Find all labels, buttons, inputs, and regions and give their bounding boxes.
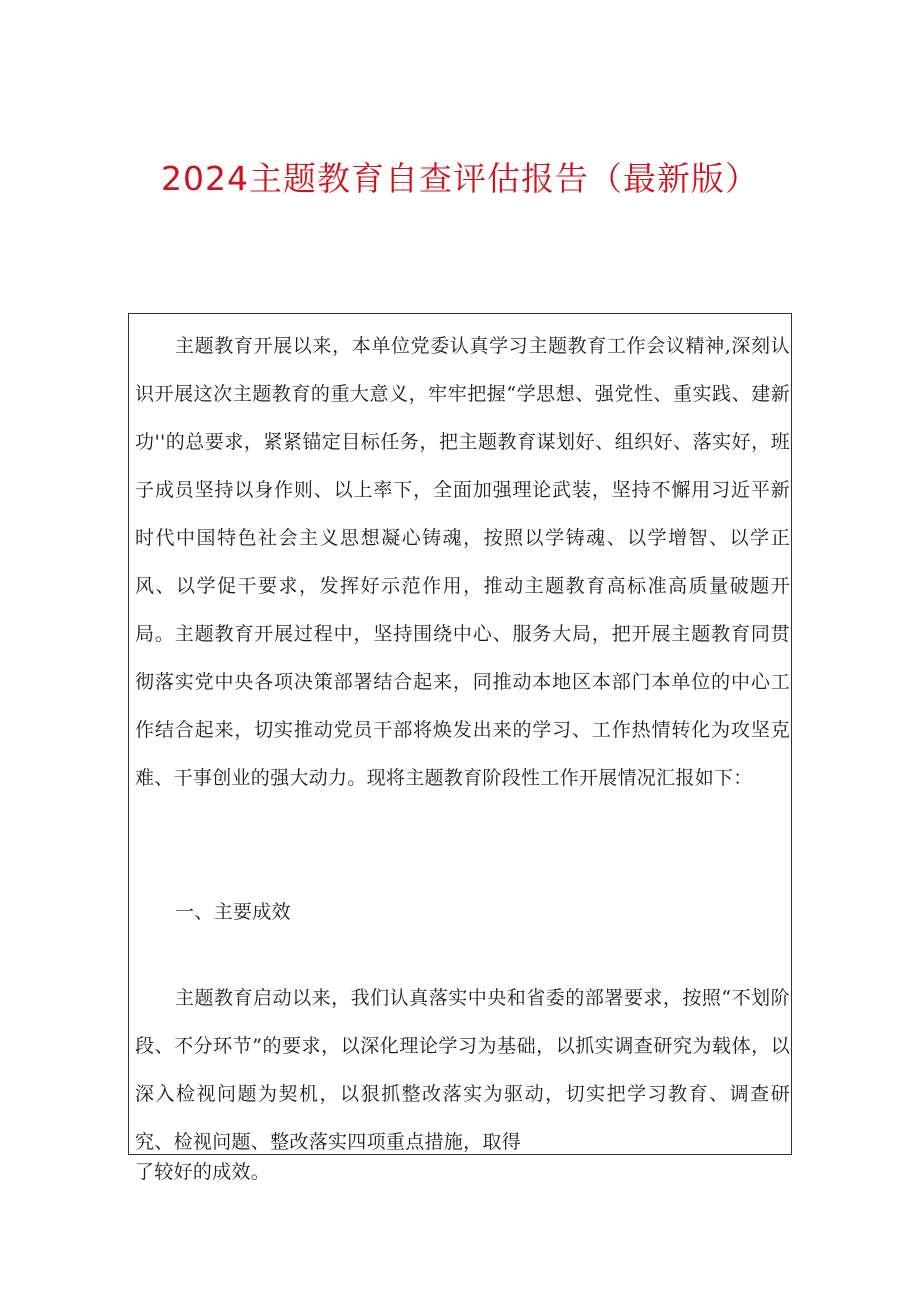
section-heading-main-achievements: 一、主要成效 [175, 901, 291, 923]
achievements-paragraph: 主题教育启动以来，我们认真落实中央和省委的部署要求，按照“不划阶段、不分环节”的要求，以深化理论学习为基础，以抓实调查研究为载体，以深入检视问题为契机，以狠抓整改落实为驱动，切实把学习教育、调查研究、检视问题、整改落实四项重点措施，取得 [135, 987, 790, 1153]
intro-paragraph: 主题教育开展以来，本单位党委认真学习主题教育工作会议精神,深刻认识开展这次主题教育的重大意义，牢牢把握“学思想、强党性、重实践、建新功''的总要求，紧紧锚定目标任务，把主题教育谋划好、组织好、落实好，班子成员坚持以身作则、以上率下，全面加强理论武装，坚持不懈用习近平新时代中国特色社会主义思想凝心铸魂，按照以学铸魂、以学增智、以学正风、以学促干要求，发挥好示范作用，推动主题教育高标准高质量破题开局。主题教育开展过程中，坚持围绕中心、服务大局，把开展主题教育同贯彻落实党中央各项决策部署结合起来，同推动本地区本部门本单位的中心工作结合起来，切实推动党员干部将焕发出来的学习、工作热情转化为攻坚克难、干事创业的强大动力。现将主题教育阶段性工作开展情况汇报如下： [135, 335, 790, 789]
achievements-paragraph-tail: 了较好的成效。 [135, 1161, 271, 1183]
document-title: 2024主题教育自查评估报告（最新版） [161, 159, 759, 198]
